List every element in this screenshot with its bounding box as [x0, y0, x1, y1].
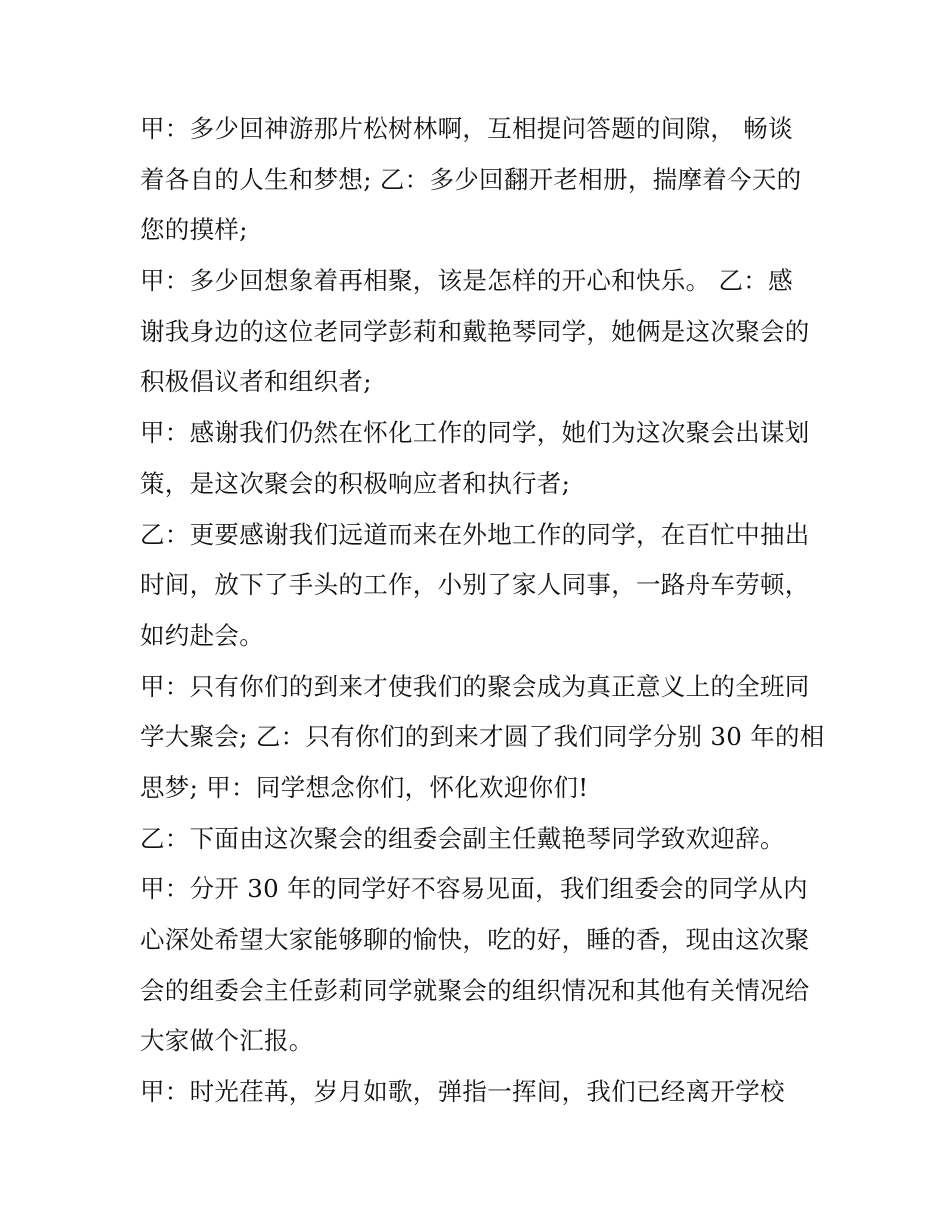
text-line: 甲：时光荏苒，岁月如歌，弹指一挥间，我们已经离开学校	[140, 1077, 785, 1107]
text-line: 甲：只有你们的到来才使我们的聚会成为真正意义上的全班同	[140, 671, 810, 701]
text-line: 学大聚会; 乙：只有你们的到来才圆了我们同学分别 30 年的相	[140, 722, 825, 752]
text-line: 乙：下面由这次聚会的组委会副主任戴艳琴同学致欢迎辞。	[140, 823, 785, 853]
text-line: 着各自的人生和梦想; 乙：多少回翻开老相册，揣摩着今天的	[140, 164, 802, 194]
text-line: 积极倡议者和组织者;	[140, 367, 372, 397]
text-line: 甲：多少回想象着再相聚，该是怎样的开心和快乐。 乙：感	[140, 266, 793, 296]
text-line: 心深处希望大家能够聊的愉快，吃的好，睡的香，现由这次聚	[140, 925, 810, 954]
text-line: 会的组委会主任彭莉同学就聚会的组织情况和其他有关情况给	[140, 975, 810, 1005]
text-line: 如约赴会。	[140, 620, 264, 650]
text-line: 谢我身边的这位老同学彭莉和戴艳琴同学，她俩是这次聚会的	[140, 316, 810, 346]
text-line: 思梦; 甲：同学想念你们，怀化欢迎你们!	[140, 772, 589, 802]
text-line: 乙：更要感谢我们远道而来在外地工作的同学，在百忙中抽出	[140, 519, 810, 549]
text-line: 您的摸样;	[140, 215, 248, 245]
text-line: 甲：多少回神游那片松树林啊，互相提问答题的间隙， 畅谈	[140, 114, 793, 143]
document-body	[140, 104, 825, 1118]
text-line: 甲：感谢我们仍然在怀化工作的同学，她们为这次聚会出谋划	[140, 418, 810, 448]
text-line: 大家做个汇报。	[140, 1026, 314, 1056]
text-line: 时间，放下了手头的工作，小别了家人同事，一路舟车劳顿，	[140, 570, 810, 600]
text-line: 策，是这次聚会的积极响应者和执行者;	[140, 468, 571, 498]
text-line: 甲：分开 30 年的同学好不容易见面，我们组委会的同学从内	[140, 874, 808, 904]
